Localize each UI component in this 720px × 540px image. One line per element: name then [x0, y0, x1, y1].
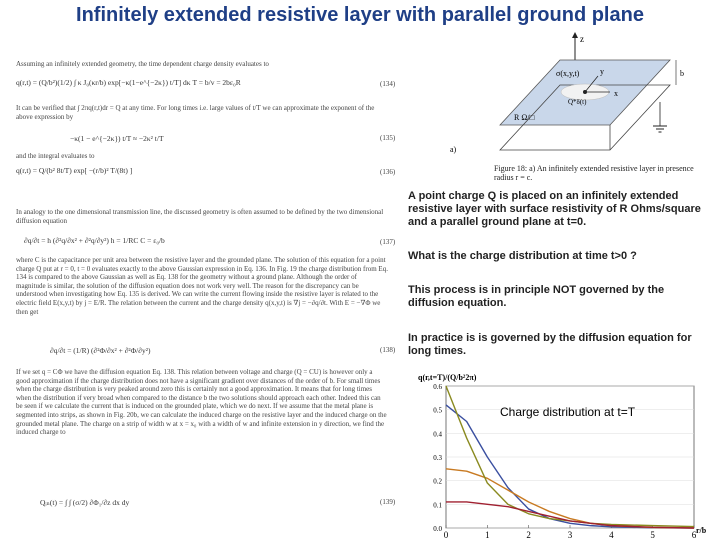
geometry-figure [420, 30, 720, 180]
chart-x-tick-label: 0 [443, 530, 449, 540]
equation-number-139: (139) [380, 498, 396, 506]
charge-distribution-chart [412, 368, 712, 540]
paragraph-analogy: In analogy to the one dimensional transmission line, the discussed geometry is often assumed to be defined by the two dimensional diffusion equation [16, 208, 384, 225]
statement-long-times: In practice is is governed by the diffusion equation for long times. [408, 332, 692, 357]
chart-y-tick-label: 0.4 [433, 430, 442, 439]
figure-caption: Figure 18: a) An infinitely extended resistive layer in presence radius r = c. [494, 164, 694, 182]
chart-x-tick-label: 6 [691, 530, 697, 540]
chart-y-tick-label: 0.5 [433, 406, 442, 415]
chart-x-tick-label: 1 [485, 530, 490, 540]
paragraph-verify: It can be verified that ∫ 2πq(r,t)dr = Q at any time. For long times i.e. large values of t/T we can approximate the exponent of the above expression by [16, 104, 375, 121]
paragraph-capacitance: where C is the capacitance per unit area between the resistive layer and the grounded plane. The solution of this equation for a point charge Q put at r = 0, t = 0 evaluates exactly to the above Gaussian expression in Eq. 136. In Fig. 19 the charge distribution from Eq. 134 is compared to the above Gaussian as well as Eq. 138 for the geometry without a ground plane. Although the order of magnitude is similar, the solution of the diffusion equation does not work very well. The reason for the discrepancy can be understood when investigating how Eq. 135 is derived. We can write the current flowing inside the resistive layer is related to the electric field E(x,y,t) by j = E/R. The relation between the current and the charge density q(x,y,t) is ∇j = −∂q/∂t. With E = −∇Φ we then get [16, 256, 388, 316]
equation-135: −κ(1 − e^{−2κ}) t/T ≈ −2κ² t/T [70, 134, 164, 143]
x-axis-label: x [614, 89, 618, 98]
chart-title: Charge distribution at t=T [500, 405, 636, 419]
chart-y-tick-label: 0.2 [433, 477, 442, 486]
equation-138: ∂q/∂t = (1/R) (∂²Φ/∂x² + ∂²Φ/∂y²) [50, 346, 151, 355]
paragraph-integral: and the integral evaluates to [16, 152, 95, 160]
b-label: b [680, 69, 684, 78]
charge-label: Q*δ(t) [568, 98, 587, 106]
question-setup: A point charge Q is placed on an infinitely extended resistive layer with surface resistivity of R Ohms/square and a parallel ground plane at t=0. [408, 190, 701, 228]
equation-number-137: (137) [380, 238, 396, 246]
equation-137: ∂q/∂t = h (∂²q/∂x² + ∂²q/∂y²) h = 1/RC C = ε₀/b [24, 236, 165, 245]
chart-x-axis-label: r/b [696, 526, 707, 535]
paper-excerpt [10, 52, 400, 532]
paragraph-intro: Assuming an infinitely extended geometry, the time dependent charge density evaluates to [16, 60, 269, 68]
chart-y-tick-label: 0.0 [433, 525, 442, 533]
page-title: Infinitely extended resistive layer with parallel ground plane [76, 4, 644, 26]
chart-y-axis-label: q(r,t=T)/(Q/b²2π) [418, 373, 477, 382]
equation-136: q(r,t) = Q/(b² 8t/T) exp[ −(r/b)² T/(8t) ] [16, 166, 133, 175]
paragraph-diffusion: If we set q = CΦ we have the diffusion equation Eq. 138. This relation between voltage and charge (Q = CU) is however only a good approximation if the charge distribution does not have a significant gradient over distances of the order of b. For small times when the charge distribution is very peaked around zero this is certainly not a good approximation. It means that for long times when the distribution if very broad when compared to the distance b the two solutions should approach each other. Indeed this can be seen if we calculate the current that is induced on the grounded plate, which we do next. If we assume that the metal plane is segmented into strips, as shown in Fig. 20b, we can calculate the induced charge on the resistive layer and the induced charge on the grounded metal plane. The charge on a strip of width w at x = x₀ with a width of w and infinite extension in y direction, we find the induced charge to [16, 368, 387, 437]
equation-139: Qᵢₙ(t) = ∫ ∫ (σ/2) ∂Φ₁/∂z dx dy [40, 498, 130, 507]
chart-x-tick-label: 5 [650, 530, 655, 540]
chart-y-tick-label: 0.6 [433, 383, 442, 391]
resistivity-label: R Ω/□ [514, 113, 535, 122]
chart-x-tick-label: 3 [567, 530, 573, 540]
density-label: σ(x,y,t) [556, 69, 580, 78]
equation-number-135: (135) [380, 134, 396, 142]
z-axis-label: z [580, 34, 584, 44]
z-axis-arrow [572, 32, 578, 38]
chart-y-tick-label: 0.3 [433, 454, 442, 462]
equation-number-138: (138) [380, 346, 396, 354]
equation-number-136: (136) [380, 168, 396, 176]
chart-x-tick-label: 2 [526, 530, 531, 540]
equation-134: q(r,t) = (Q/b²)(1/2) ∫ κ J₀(κr/b) exp[−κ(1−e^{−2κ}) t/T] dκ T = b/v = 2bε₀R [16, 78, 241, 87]
question-distribution: What is the charge distribution at time t>0 ? [408, 250, 637, 262]
chart-x-tick-label: 4 [609, 530, 614, 540]
y-axis-label: y [600, 67, 604, 76]
statement-not-diffusion: This process is in principle NOT governed by the diffusion equation. [408, 284, 665, 309]
equation-number-134: (134) [380, 80, 396, 88]
panel-label: a) [450, 145, 457, 154]
chart-y-tick-label: 0.1 [433, 501, 442, 510]
